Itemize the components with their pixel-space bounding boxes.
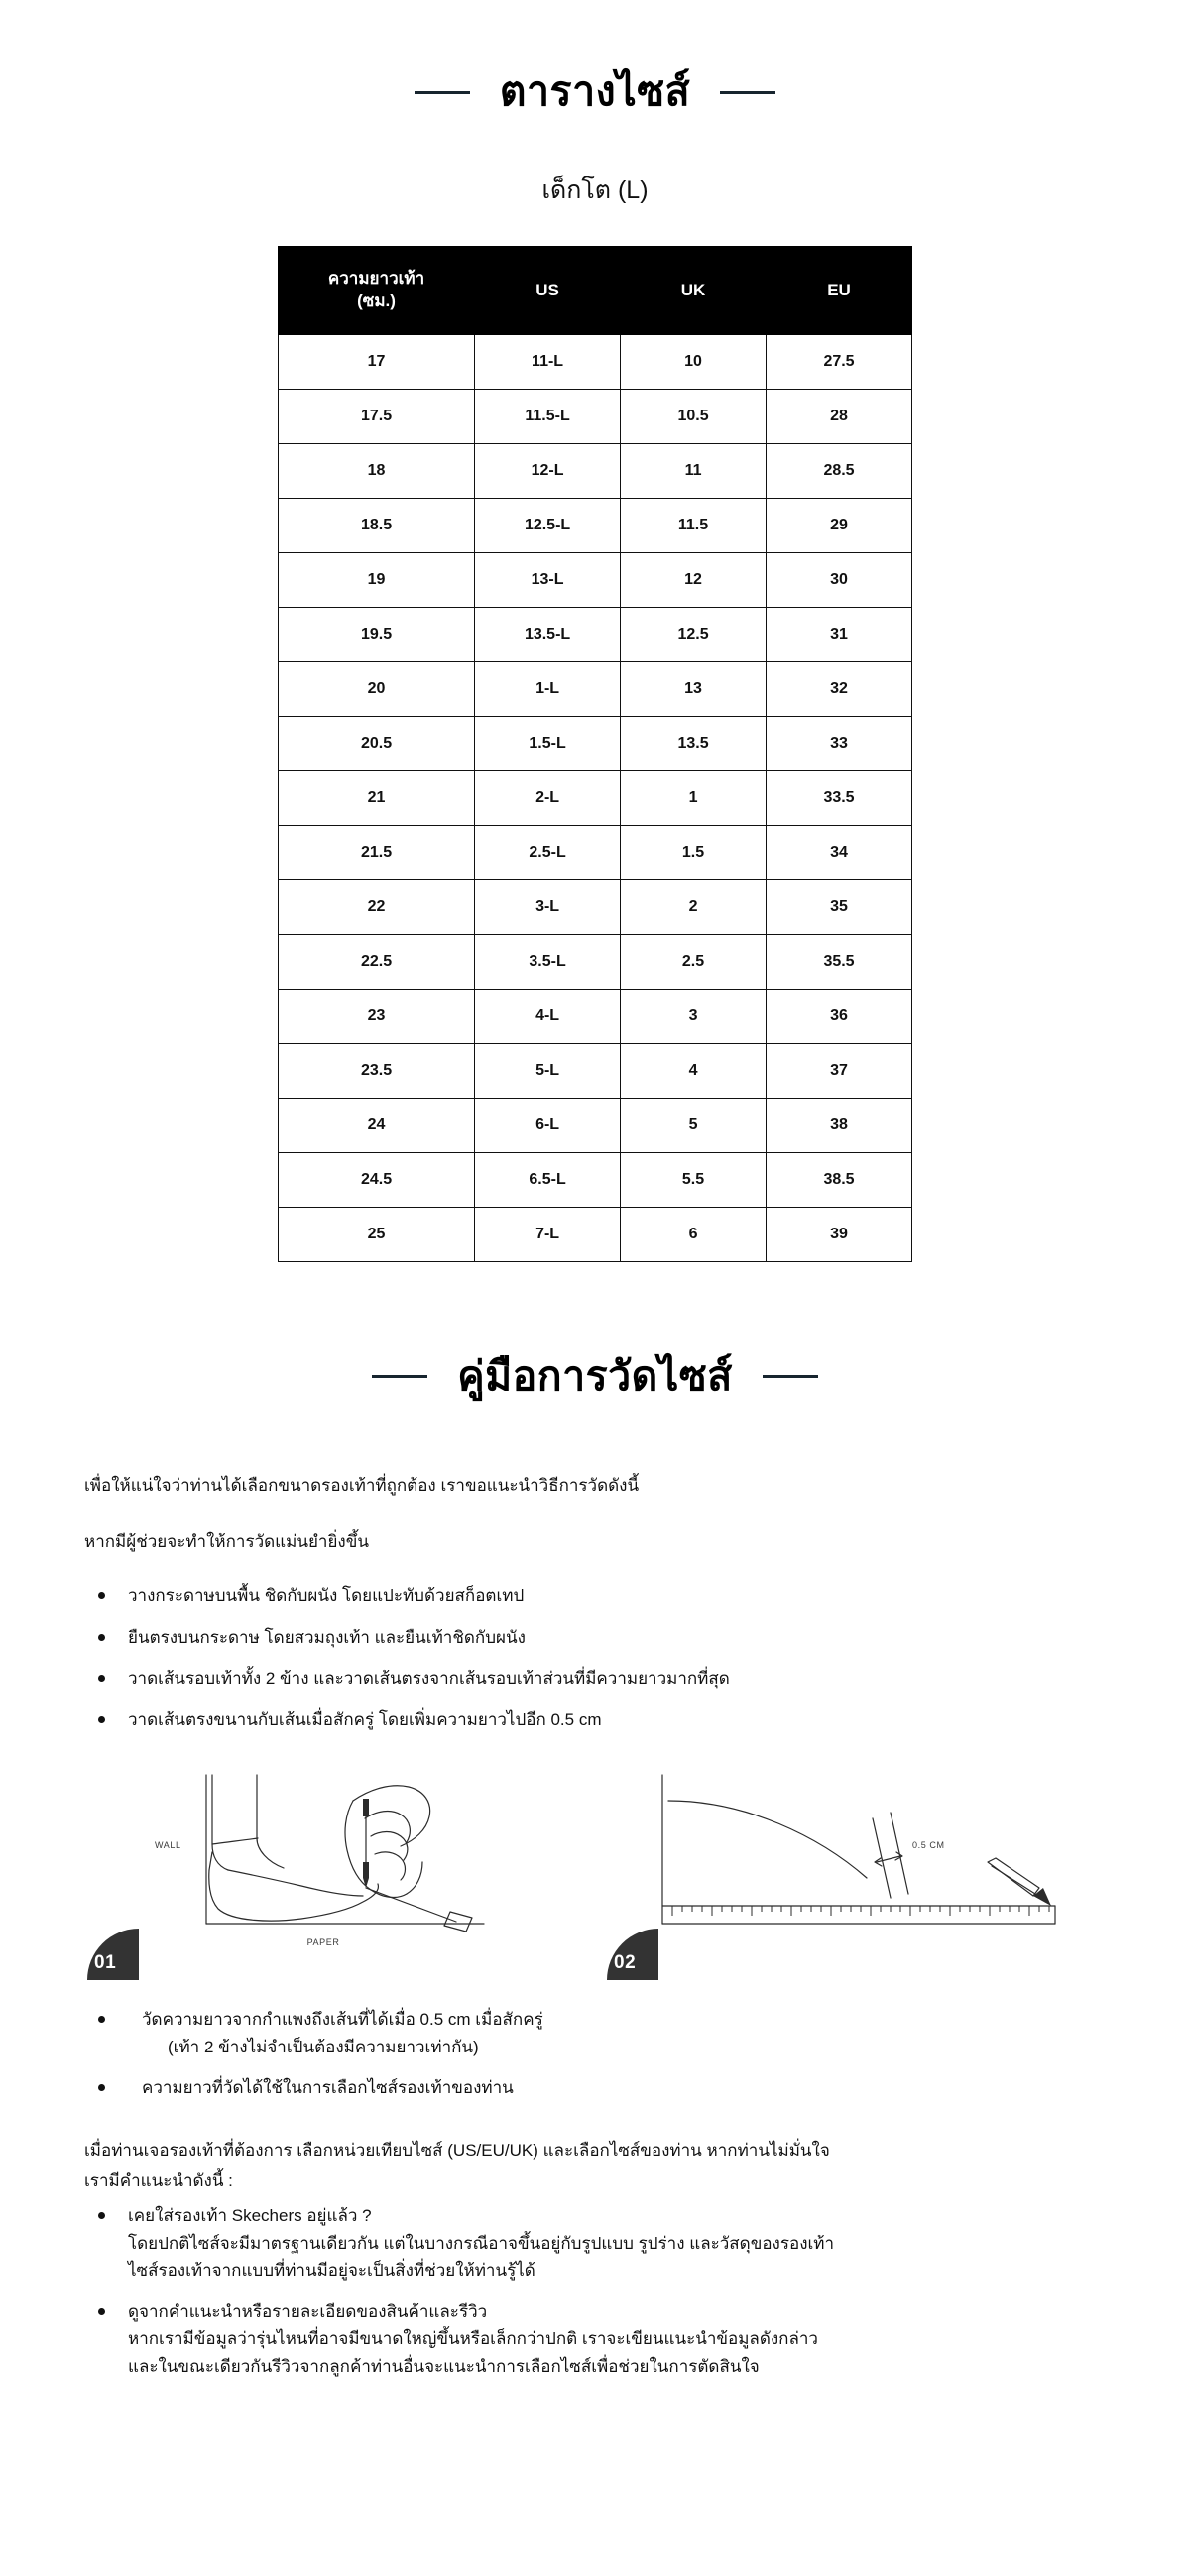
cell-uk: 3 (621, 990, 767, 1044)
closing-main-text: เคยใส่รองเท้า Skechers อยู่แล้ว ? (128, 2206, 372, 2226)
cell-uk: 6 (621, 1208, 767, 1262)
table-row (279, 662, 912, 717)
cell-uk: 2 (621, 880, 767, 935)
closing-sub-text-1: หากเรามีข้อมูลว่ารุ่นไหนที่อาจมีขนาดใหญ่ขึ้นหรือเล็กกว่าปกติ เราจะเขียนแนะนำข้อมูลดังกล่าว (128, 2329, 818, 2349)
ruler-measure-diagram-icon (607, 1767, 1103, 1980)
table-row (279, 1153, 912, 1208)
guide-rule-left-icon (372, 1375, 427, 1378)
cell-eu: 31 (767, 608, 912, 662)
closing-bullet-list (84, 2202, 1106, 2380)
column-header-foot-length-line2: (ซม.) (357, 292, 396, 311)
figure-02-measure-label: 0.5 CM (912, 1840, 945, 1851)
cell-uk: 11 (621, 444, 767, 499)
column-header-foot-length (279, 247, 475, 335)
cell-us: 7-L (475, 1208, 621, 1262)
cell-us: 6.5-L (475, 1153, 621, 1208)
table-row (279, 390, 912, 444)
table-row (279, 335, 912, 390)
cell-uk: 13.5 (621, 717, 767, 771)
step-badge-01: 01 (87, 1929, 139, 1980)
cell-eu: 33 (767, 717, 912, 771)
cell-foot-length: 21.5 (279, 826, 475, 880)
note-main-text: ความยาวที่วัดได้ใช้ในการเลือกไซส์รองเท้าของท่าน (142, 2078, 514, 2098)
size-chart-section (0, 0, 1190, 1262)
cell-eu: 32 (767, 662, 912, 717)
table-row (279, 608, 912, 662)
closing-sub-text-2: และในขณะเดียวกันรีวิวจากลูกค้าท่านอื่นจะแนะนำการเลือกไซส์เพื่อช่วยในการตัดสินใจ (128, 2356, 760, 2376)
cell-us: 12.5-L (475, 499, 621, 553)
guide-after-step-list (84, 2006, 1106, 2102)
cell-eu: 34 (767, 826, 912, 880)
cell-us: 2-L (475, 771, 621, 826)
step-badge-02: 02 (607, 1929, 658, 1980)
cell-us: 11-L (475, 335, 621, 390)
table-row (279, 880, 912, 935)
cell-foot-length: 18.5 (279, 499, 475, 553)
cell-uk: 12 (621, 553, 767, 608)
table-row (279, 1044, 912, 1099)
size-chart-heading-row (0, 40, 1190, 145)
cell-foot-length: 18 (279, 444, 475, 499)
column-header-uk: UK (621, 247, 767, 335)
figure-01-paper-label: PAPER (306, 1937, 340, 1948)
cell-us: 2.5-L (475, 826, 621, 880)
cell-us: 3-L (475, 880, 621, 935)
cell-eu: 30 (767, 553, 912, 608)
cell-eu: 29 (767, 499, 912, 553)
cell-foot-length: 20 (279, 662, 475, 717)
cell-foot-length: 19 (279, 553, 475, 608)
table-row (279, 771, 912, 826)
cell-us: 3.5-L (475, 935, 621, 990)
closing-sub-text-2: ไซส์รองเท้าจากแบบที่ท่านมีอยู่จะเป็นสิ่งที่ช่วยให้ท่านรู้ได้ (128, 2261, 536, 2281)
table-row (279, 553, 912, 608)
cell-uk: 5 (621, 1099, 767, 1153)
column-header-us: US (475, 247, 621, 335)
cell-us: 6-L (475, 1099, 621, 1153)
closing-main-text: ดูจากคำแนะนำหรือรายละเอียดของสินค้าและรีวิว (128, 2301, 488, 2321)
figure-step-02 (607, 1767, 1103, 1980)
cell-uk: 10 (621, 335, 767, 390)
cell-eu: 39 (767, 1208, 912, 1262)
figure-step-01 (87, 1767, 583, 1980)
table-row (279, 1208, 912, 1262)
cell-uk: 4 (621, 1044, 767, 1099)
guide-measure-note-item (84, 2006, 1106, 2060)
guide-step-item: ยืนตรงบนกระดาษ โดยสวมถุงเท้า และยืนเท้าชิดกับผนัง (84, 1624, 1106, 1652)
cell-foot-length: 22 (279, 880, 475, 935)
cell-eu: 28.5 (767, 444, 912, 499)
cell-foot-length: 17.5 (279, 390, 475, 444)
cell-us: 12-L (475, 444, 621, 499)
cell-us: 4-L (475, 990, 621, 1044)
table-row (279, 1099, 912, 1153)
cell-uk: 1 (621, 771, 767, 826)
cell-uk: 11.5 (621, 499, 767, 553)
size-table-header-row (279, 247, 912, 335)
cell-us: 13-L (475, 553, 621, 608)
foot-against-wall-diagram-icon (87, 1767, 583, 1980)
guide-intro-2: หากมีผู้ช่วยจะทำให้การวัดแม่นยำยิ่งขึ้น (84, 1532, 369, 1552)
cell-us: 13.5-L (475, 608, 621, 662)
table-row (279, 990, 912, 1044)
guide-measure-note-item (84, 2074, 1106, 2102)
cell-uk: 1.5 (621, 826, 767, 880)
heading-rule-right-icon (720, 91, 775, 94)
note-main-text: วัดความยาวจากกำแพงถึงเส้นที่ได้เมื่อ 0.5 cm เมื่อสักครู่ (142, 2010, 543, 2030)
cell-us: 5-L (475, 1044, 621, 1099)
guide-intro-1: เพื่อให้แน่ใจว่าท่านได้เลือกขนาดรองเท้าที่ถูกต้อง เราขอแนะนำวิธีการวัดดังนี้ (84, 1476, 640, 1496)
cell-foot-length: 21 (279, 771, 475, 826)
cell-eu: 28 (767, 390, 912, 444)
cell-uk: 2.5 (621, 935, 767, 990)
table-row (279, 717, 912, 771)
size-table-body (279, 335, 912, 1262)
closing-bullet-item (84, 2298, 1106, 2381)
guide-title: คู่มือการวัดไซส์ (457, 1353, 733, 1400)
cell-uk: 12.5 (621, 608, 767, 662)
closing-sub-text-1: โดยปกติไซส์จะมีมาตรฐานเดียวกัน แต่ในบางกรณีอาจขึ้นอยู่กับรูปแบบ รูปร่าง และวัสดุของรองเท้า (128, 2233, 835, 2253)
cell-us: 1.5-L (475, 717, 621, 771)
closing-intro-2: เรามีคำแนะนำดังนี้ : (84, 2171, 233, 2191)
table-row (279, 826, 912, 880)
cell-foot-length: 25 (279, 1208, 475, 1262)
cell-us: 1-L (475, 662, 621, 717)
column-header-eu: EU (767, 247, 912, 335)
cell-eu: 37 (767, 1044, 912, 1099)
size-table-wrapper (278, 246, 912, 1262)
column-header-foot-length-line1: ความยาวเท้า (327, 269, 425, 289)
closing-intro-1: เมื่อท่านเจอรองเท้าที่ต้องการ เลือกหน่วยเทียบไซส์ (US/EU/UK) และเลือกไซส์ของท่าน หากท่านไม่มั่นใจ (84, 2140, 830, 2160)
cell-eu: 27.5 (767, 335, 912, 390)
guide-step-item: วาดเส้นรอบเท้าทั้ง 2 ข้าง และวาดเส้นตรงจากเส้นรอบเท้าส่วนที่มีความยาวมากที่สุด (84, 1665, 1106, 1693)
guide-step-list (84, 1582, 1106, 1733)
guide-figures (84, 1767, 1106, 1980)
note-sub-text: (เท้า 2 ข้างไม่จำเป็นต้องมีความยาวเท่ากัน) (168, 2037, 479, 2056)
cell-uk: 10.5 (621, 390, 767, 444)
cell-us: 11.5-L (475, 390, 621, 444)
cell-uk: 5.5 (621, 1153, 767, 1208)
guide-body (84, 1471, 1106, 2380)
cell-foot-length: 24.5 (279, 1153, 475, 1208)
cell-eu: 38.5 (767, 1153, 912, 1208)
figure-01-wall-label: WALL (155, 1840, 181, 1851)
cell-eu: 35 (767, 880, 912, 935)
cell-eu: 38 (767, 1099, 912, 1153)
size-table (278, 246, 912, 1262)
cell-foot-length: 22.5 (279, 935, 475, 990)
cell-uk: 13 (621, 662, 767, 717)
guide-closing-block (84, 2136, 1106, 2381)
cell-foot-length: 23.5 (279, 1044, 475, 1099)
table-row (279, 499, 912, 553)
cell-foot-length: 24 (279, 1099, 475, 1153)
cell-foot-length: 23 (279, 990, 475, 1044)
cell-foot-length: 20.5 (279, 717, 475, 771)
cell-foot-length: 19.5 (279, 608, 475, 662)
guide-step-item: วางกระดาษบนพื้น ชิดกับผนัง โดยแปะทับด้วยสก็อตเทป (84, 1582, 1106, 1610)
table-row (279, 935, 912, 990)
cell-foot-length: 17 (279, 335, 475, 390)
measuring-guide-section (0, 1262, 1190, 2380)
cell-eu: 35.5 (767, 935, 912, 990)
cell-eu: 33.5 (767, 771, 912, 826)
guide-heading-row (0, 1318, 1190, 1436)
cell-eu: 36 (767, 990, 912, 1044)
page-title: ตารางไซส์ (499, 68, 691, 115)
closing-bullet-item (84, 2202, 1106, 2284)
table-row (279, 444, 912, 499)
size-chart-subtitle: เด็กโต (L) (541, 176, 649, 205)
size-table-head (279, 247, 912, 335)
guide-rule-right-icon (763, 1375, 818, 1378)
heading-rule-left-icon (415, 91, 470, 94)
guide-step-item: วาดเส้นตรงขนานกับเส้นเมื่อสักครู่ โดยเพิ่มความยาวไปอีก 0.5 cm (84, 1706, 1106, 1734)
